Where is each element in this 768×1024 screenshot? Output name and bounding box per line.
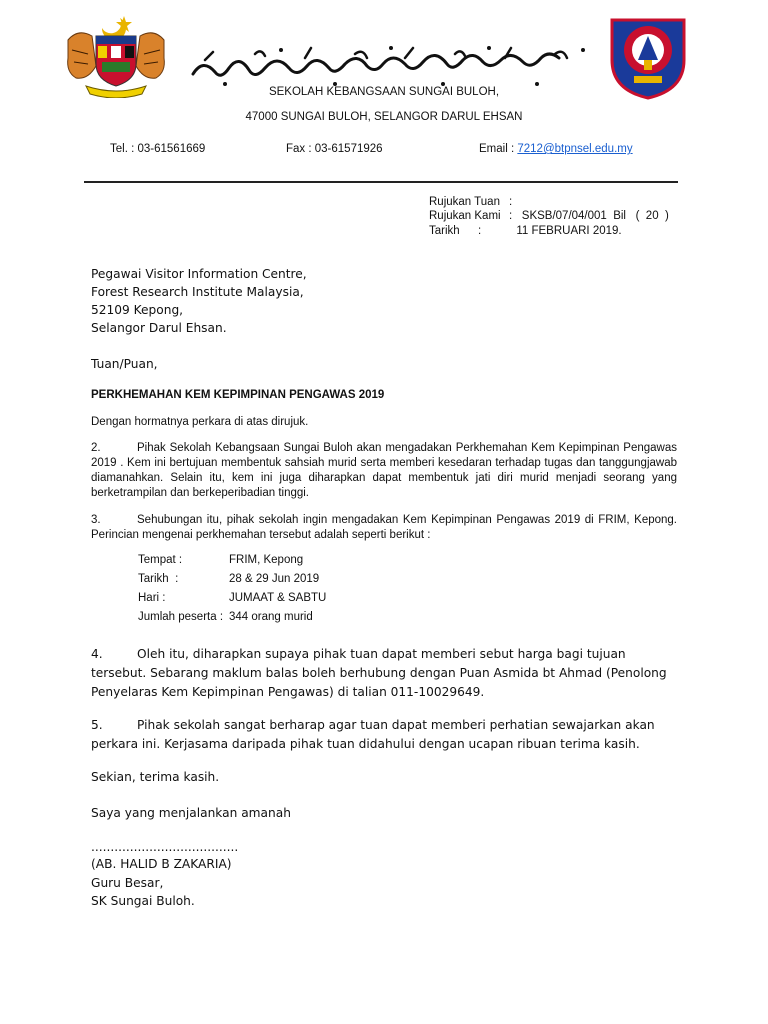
telephone bbox=[110, 143, 205, 155]
paragraph-2 bbox=[91, 441, 677, 501]
school-name: SEKOLAH KEBANGSAAN SUNGAI BULOH, bbox=[268, 86, 500, 98]
detail-value: 344 orang murid bbox=[229, 611, 313, 623]
paragraph-text: Pihak Sekolah Kebangsaan Sungai Buloh akan mengadakan Perkhemahan Kem Kepimpinan Pengawas 2019 . Kem ini bertujuan membentuk sahsiah murid serta memberi kesedaran terhadap tugas dan tanggungjawab diamanahkan. Selain itu, kem ini juga diharapkan dapat membentuk jati diri murid menjadi seorang yang berketrampilan dan berkeperibadian tinggi. bbox=[91, 442, 677, 499]
fax bbox=[286, 143, 383, 155]
detail-value: FRIM, Kepong bbox=[229, 554, 304, 566]
opening-line: Dengan hormatnya perkara di atas dirujuk. bbox=[91, 416, 309, 428]
salutation: Tuan/Puan, bbox=[91, 357, 158, 371]
signature-dots: ...................................... bbox=[91, 840, 239, 854]
rujukan-tuan-value: : bbox=[509, 196, 513, 208]
email-label: Email : bbox=[479, 143, 515, 155]
paragraph-text: Sehubungan itu, pihak sekolah ingin mengadakan Kem Kepimpinan Pengawas 2019 di FRIM, Kepong. Perincian mengenai perkhemahan tersebut adalah seperti berikut : bbox=[91, 514, 677, 541]
paragraph-number: 3. bbox=[91, 514, 101, 526]
paragraph-text: Pihak sekolah sangat berharap agar tuan dapat memberi perhatian sewajarkan akan perkara ini. Kerjasama daripada pihak tuan didahului dengan ucapan ribuan terima kasih. bbox=[91, 718, 655, 751]
email-link[interactable]: 7212@btpnsel.edu.my bbox=[517, 143, 633, 155]
tel-number: 03-61561669 bbox=[137, 143, 206, 155]
rujukan-kami-label: Rujukan Kami bbox=[429, 210, 501, 222]
paragraph-3 bbox=[91, 513, 677, 543]
tarikh-value: : 11 FEBRUARI 2019. bbox=[478, 225, 622, 237]
paragraph-number: 4. bbox=[91, 647, 103, 661]
recipient-line: Pegawai Visitor Information Centre, bbox=[91, 267, 307, 281]
school-address: 47000 SUNGAI BULOH, SELANGOR DARUL EHSAN bbox=[245, 111, 523, 123]
paragraph-4 bbox=[91, 645, 677, 702]
detail-value: 28 & 29 Jun 2019 bbox=[229, 573, 320, 585]
tarikh-label: Tarikh bbox=[429, 225, 460, 237]
header-divider bbox=[84, 181, 678, 183]
recipient-line: 52109 Kepong, bbox=[91, 303, 184, 317]
rujukan-tuan-label: Rujukan Tuan bbox=[429, 196, 500, 208]
closing-line: Sekian, terima kasih. bbox=[91, 770, 220, 784]
malaysia-coat-of-arms-logo bbox=[62, 10, 170, 98]
subject-heading: PERKHEMAHAN KEM KEPIMPINAN PENGAWAS 2019 bbox=[91, 389, 385, 401]
paragraph-5 bbox=[91, 716, 677, 754]
recipient-line: Selangor Darul Ehsan. bbox=[91, 321, 227, 335]
detail-label: Jumlah peserta : bbox=[138, 611, 224, 623]
email bbox=[479, 143, 633, 155]
signatory-name: (AB. HALID B ZAKARIA) bbox=[91, 857, 232, 871]
signatory-title: Guru Besar, bbox=[91, 876, 164, 890]
paragraph-number: 5. bbox=[91, 718, 103, 732]
paragraph-text: Oleh itu, diharapkan supaya pihak tuan dapat memberi sebut harga bagi tujuan tersebut. Sebarang maklum balas boleh berhubung dengan Puan Asmida bt Ahmad (Penolong Penyelaras Kem Kepimpinan Pengawas) di talian 011-10029649. bbox=[91, 647, 667, 699]
signatory-school: SK Sungai Buloh. bbox=[91, 894, 195, 908]
detail-value: JUMAAT & SABTU bbox=[229, 592, 327, 604]
recipient-line: Forest Research Institute Malaysia, bbox=[91, 285, 304, 299]
detail-label: Hari : bbox=[138, 592, 166, 604]
tel-label: Tel. : bbox=[110, 143, 135, 155]
fax-label: Fax : bbox=[286, 143, 312, 155]
rujukan-kami-value: : SKSB/07/04/001 Bil ( 20 ) bbox=[509, 210, 669, 222]
detail-label: Tempat : bbox=[138, 554, 183, 566]
detail-label: Tarikh : bbox=[138, 573, 179, 585]
paragraph-number: 2. bbox=[91, 442, 101, 454]
jawi-school-name-logo bbox=[185, 40, 603, 90]
fax-number: 03-61571926 bbox=[314, 143, 383, 155]
amanah-line: Saya yang menjalankan amanah bbox=[91, 806, 291, 820]
